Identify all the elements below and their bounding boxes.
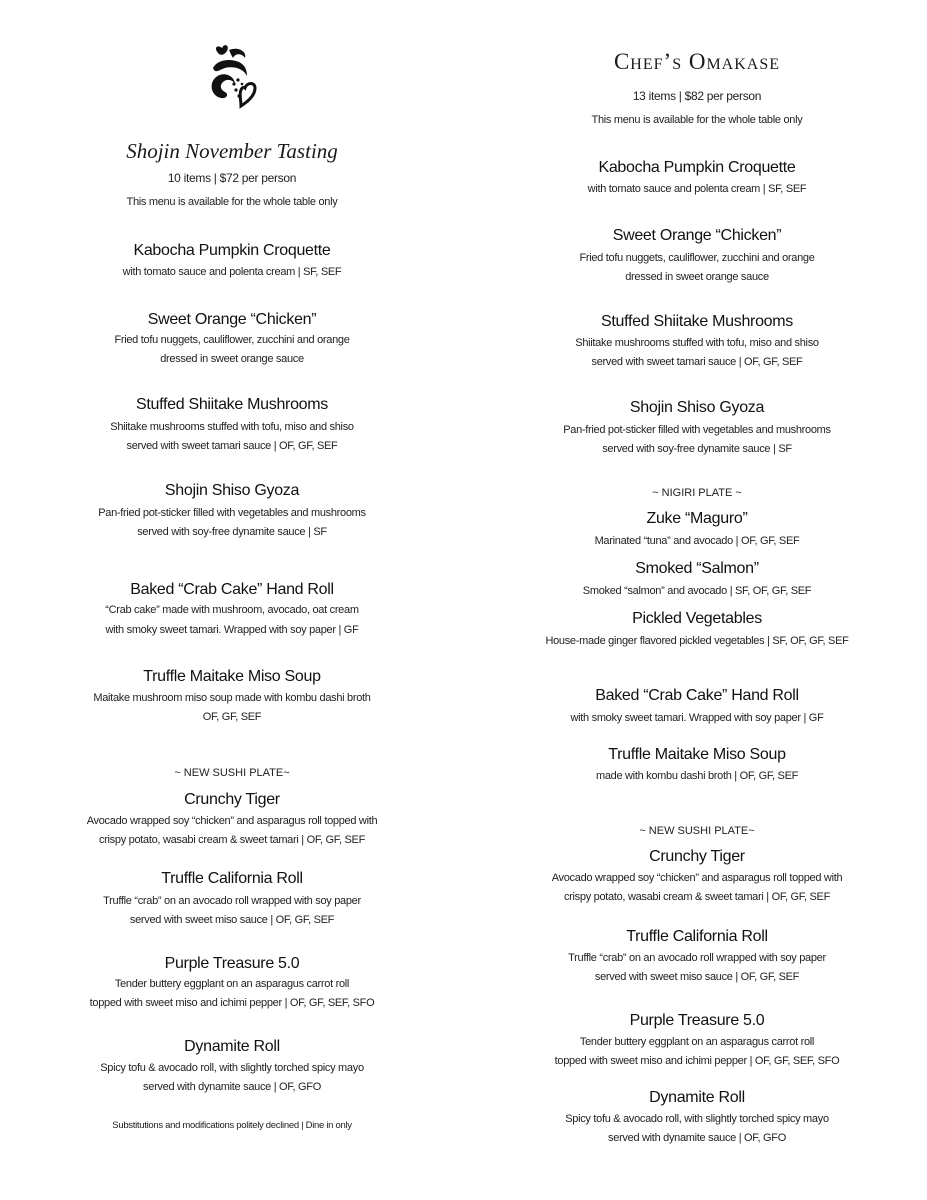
menu-item-title: Pickled Vegetables (632, 610, 762, 627)
menu-item-title: Purple Treasure 5.0 (164, 955, 300, 972)
menu-item-title: Stuffed Shiitake Mushrooms (600, 313, 793, 330)
menu-item-description: Pan-fried pot-sticker filled with vegetables and mushrooms (98, 507, 366, 519)
menu-note: This menu is available for the whole table only (126, 196, 338, 208)
menu-item-description: Fried tofu nuggets, cauliflower, zucchini and orange (114, 334, 350, 346)
menu-title: Chef’s Omakase (613, 49, 781, 74)
menu-item-description: with smoky sweet tamari. Wrapped with soy paper | GF (105, 624, 359, 636)
menu-item-description: topped with sweet miso and ichimi pepper | OF, GF, SEF, SFO (89, 997, 375, 1009)
menu-item-description: Avocado wrapped soy “chicken” and asparagus roll topped with (551, 872, 843, 884)
menu-item-description: with tomato sauce and polenta cream | SF, SEF (587, 183, 807, 195)
menu-item-description: crispy potato, wasabi cream & sweet tamari | OF, GF, SEF (563, 891, 831, 903)
menu-item-description: House-made ginger flavored pickled vegetables | SF, OF, GF, SEF (545, 635, 849, 647)
menu-item-description: with smoky sweet tamari. Wrapped with soy paper | GF (570, 712, 824, 724)
menu-item-description: dressed in sweet orange sauce (625, 271, 769, 283)
menu-item-description: topped with sweet miso and ichimi pepper | OF, GF, SEF, SFO (554, 1055, 840, 1067)
menu-item-title: Baked “Crab Cake” Hand Roll (130, 581, 334, 598)
menu-item-title: Stuffed Shiitake Mushrooms (135, 396, 328, 413)
menu-item-title: Sweet Orange “Chicken” (147, 311, 317, 328)
menu-item-title: Truffle California Roll (626, 928, 768, 945)
menu-item-description: Pan-fried pot-sticker filled with vegetables and mushrooms (563, 424, 831, 436)
menu-item-description: Shiitake mushrooms stuffed with tofu, miso and shiso (575, 337, 819, 349)
menu-item-title: Truffle Maitake Miso Soup (608, 746, 786, 763)
menu-item-title: Truffle California Roll (161, 870, 303, 887)
menu-item-description: Marinated “tuna” and avocado | OF, GF, SEF (594, 535, 800, 547)
menu-item-title: Crunchy Tiger (184, 791, 280, 808)
menu-item-description: made with kombu dashi broth | OF, GF, SEF (595, 770, 799, 782)
menu-item-description: served with sweet tamari sauce | OF, GF, SEF (591, 356, 803, 368)
menu-item-title: Dynamite Roll (184, 1038, 280, 1055)
menu-item-description: served with soy-free dynamite sauce | SF (602, 443, 792, 455)
menu-item-title: Crunchy Tiger (649, 848, 745, 865)
menu-item-description: Truffle “crab” on an avocado roll wrapped with soy paper (568, 952, 826, 964)
menu-item-description: served with soy-free dynamite sauce | SF (137, 526, 327, 538)
section-header: ~ NEW SUSHI PLATE~ (639, 825, 755, 837)
menu-item-title: Purple Treasure 5.0 (629, 1012, 765, 1029)
menu-item-description: served with sweet tamari sauce | OF, GF, SEF (126, 440, 338, 452)
menu-item-title: Zuke “Maguro” (646, 510, 748, 527)
menu-footer-note: Substitutions and modifications politely declined | Dine in only (112, 1120, 352, 1131)
menu-item-description: crispy potato, wasabi cream & sweet tamari | OF, GF, SEF (98, 834, 366, 846)
menu-item-description: Tender buttery eggplant on an asparagus carrot roll (114, 978, 350, 990)
menu-item-description: OF, GF, SEF (202, 711, 262, 723)
menu-item-title: Truffle Maitake Miso Soup (143, 668, 321, 685)
menu-title: Shojin November Tasting (126, 139, 338, 163)
menu-item-description: Spicy tofu & avocado roll, with slightly torched spicy mayo (565, 1113, 829, 1125)
menu-item-title: Shojin Shiso Gyoza (629, 399, 765, 416)
menu-item-description: dressed in sweet orange sauce (160, 353, 304, 365)
shojin-tasting-menu (12, 0, 452, 1200)
menu-item-title: Baked “Crab Cake” Hand Roll (595, 687, 799, 704)
menu-item-description: served with dynamite sauce | OF, GFO (143, 1081, 321, 1093)
menu-item-title: Kabocha Pumpkin Croquette (598, 159, 796, 176)
menu-item-description: Fried tofu nuggets, cauliflower, zucchini and orange (579, 252, 815, 264)
menu-item-title: Kabocha Pumpkin Croquette (133, 242, 331, 259)
menu-item-description: “Crab cake” made with mushroom, avocado, oat cream (105, 604, 359, 616)
menu-note: This menu is available for the whole table only (591, 114, 803, 126)
menu-item-description: Smoked “salmon” and avocado | SF, OF, GF, SEF (582, 585, 812, 597)
menu-item-description: with tomato sauce and polenta cream | SF, SEF (122, 266, 342, 278)
menu-price: 10 items | $72 per person (167, 171, 297, 185)
menu-item-title: Dynamite Roll (649, 1089, 745, 1106)
menu-item-description: Shiitake mushrooms stuffed with tofu, miso and shiso (110, 421, 354, 433)
menu-item-title: Smoked “Salmon” (635, 560, 759, 577)
menu-item-description: served with sweet miso sauce | OF, GF, SEF (594, 971, 800, 983)
section-header: ~ NEW SUSHI PLATE~ (174, 767, 290, 779)
menu-price: 13 items | $82 per person (632, 89, 762, 103)
menu-item-title: Shojin Shiso Gyoza (164, 482, 300, 499)
menu-item-description: Truffle “crab” on an avocado roll wrapped with soy paper (103, 895, 361, 907)
menu-item-description: Spicy tofu & avocado roll, with slightly torched spicy mayo (100, 1062, 364, 1074)
section-header: ~ NIGIRI PLATE ~ (652, 487, 742, 499)
menu-item-description: Maitake mushroom miso soup made with kombu dashi broth (93, 692, 371, 704)
menu-item-description: served with sweet miso sauce | OF, GF, SEF (129, 914, 335, 926)
menu-item-title: Sweet Orange “Chicken” (612, 227, 782, 244)
menu-item-description: served with dynamite sauce | OF, GFO (608, 1132, 786, 1144)
menu-item-description: Tender buttery eggplant on an asparagus carrot roll (579, 1036, 815, 1048)
menu-item-description: Avocado wrapped soy “chicken” and asparagus roll topped with (86, 815, 378, 827)
chefs-omakase-menu (477, 0, 917, 1200)
